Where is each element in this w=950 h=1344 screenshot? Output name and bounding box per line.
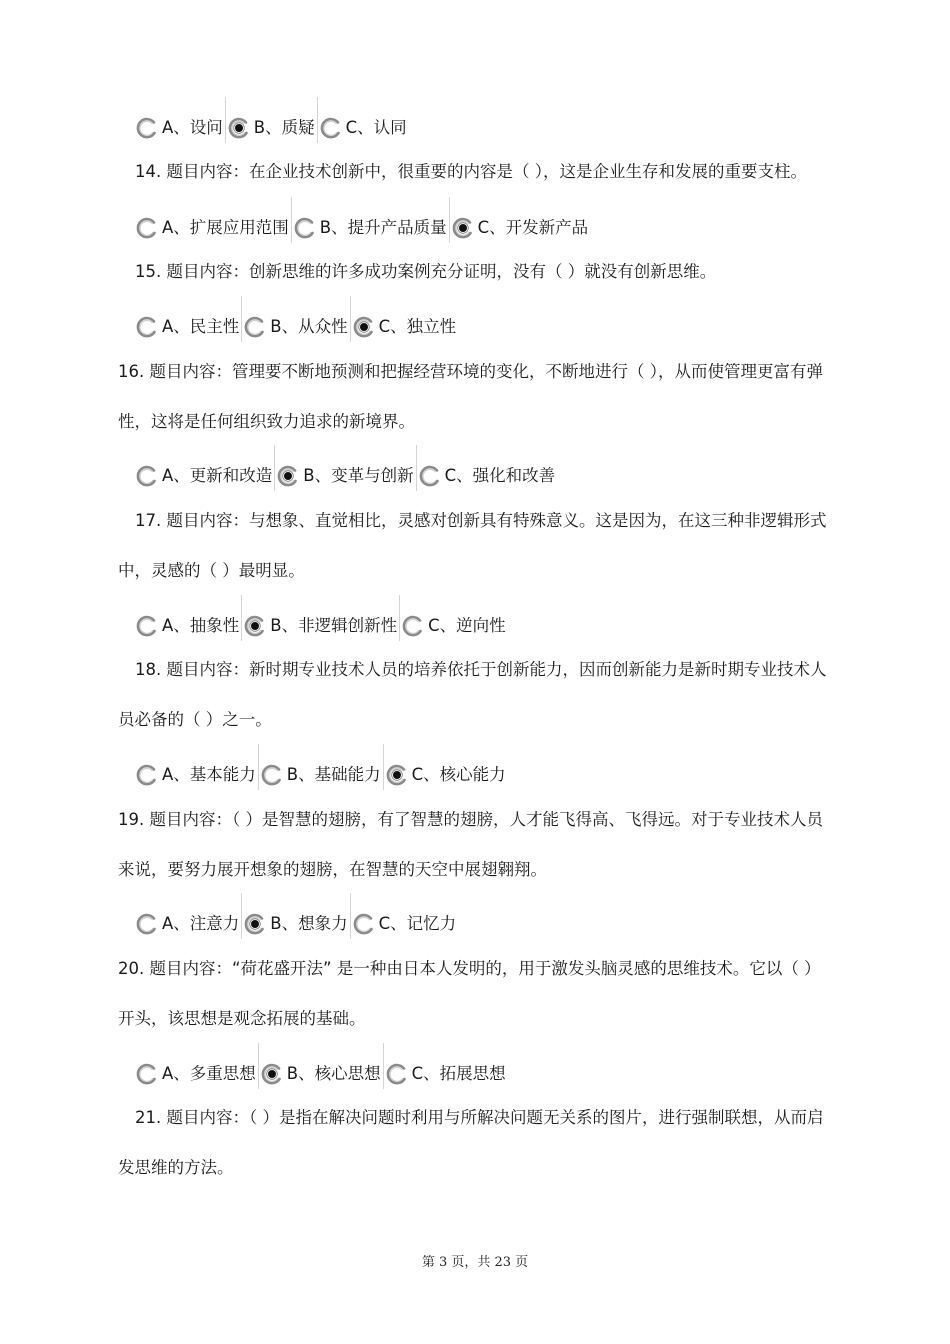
option-17-a[interactable]: A、 抽象性 — [135, 611, 243, 641]
radio-button-icon[interactable] — [135, 1062, 159, 1086]
radio-button-icon[interactable] — [135, 216, 159, 240]
question-20-line-2: 开头，该思想是观念拓展的基础。 — [118, 1009, 366, 1028]
option-15-a[interactable]: A、 民主性 — [135, 312, 243, 342]
radio-button-icon[interactable] — [319, 116, 343, 140]
radio-button-icon[interactable] — [135, 315, 159, 339]
page-footer: 第 3 页，共 23 页 — [421, 1255, 529, 1270]
question-20-line-1: 20. 题目内容：“荷花盛开法” 是一种由日本人发明的，用于激发头脑灵感的思维技术。它以（ ） — [118, 959, 821, 978]
question-16-line-1: 16. 题目内容：管理要不断地预测和把握经营环境的变化，不断地进行（ ），从而使管理更富有弹 — [118, 362, 823, 381]
option-row-14 — [135, 213, 592, 243]
radio-button-icon[interactable] — [352, 912, 376, 936]
option-16-c[interactable]: C、 强化和改善 — [418, 461, 560, 491]
option-13-b[interactable]: B、 质疑 — [227, 113, 319, 143]
option-18-c[interactable]: C、 核心能力 — [385, 760, 510, 790]
option-18-a[interactable]: A、 基本能力 — [135, 760, 260, 790]
option-20-b[interactable]: B、 核心思想 — [260, 1059, 385, 1089]
radio-button-selected-icon[interactable] — [276, 464, 300, 488]
radio-button-selected-icon[interactable] — [451, 216, 475, 240]
option-16-a[interactable]: A、 更新和改造 — [135, 461, 276, 491]
option-13-c[interactable]: C、 认同 — [319, 113, 411, 143]
option-row-18 — [135, 760, 510, 790]
radio-button-icon[interactable] — [385, 1062, 409, 1086]
question-14: 14. 题目内容：在企业技术创新中，很重要的内容是（ ），这是企业生存和发展的重要支柱。 — [135, 162, 807, 181]
option-14-c[interactable]: C、 开发新产品 — [451, 213, 593, 243]
question-17-line-2: 中，灵感的（ ）最明显。 — [118, 561, 305, 580]
option-row-13 — [135, 113, 411, 143]
question-21-line-1: 21. 题目内容：（ ）是指在解决问题时利用与所解决问题无关系的图片，进行强制联想，从而启 — [135, 1108, 824, 1127]
radio-button-icon[interactable] — [135, 464, 159, 488]
radio-button-selected-icon[interactable] — [260, 1062, 284, 1086]
radio-button-selected-icon[interactable] — [385, 763, 409, 787]
option-14-b[interactable]: B、 提升产品质量 — [293, 213, 451, 243]
radio-button-icon[interactable] — [418, 464, 442, 488]
option-20-c[interactable]: C、 拓展思想 — [385, 1059, 510, 1089]
option-13-a[interactable]: A、 设问 — [135, 113, 227, 143]
question-18-line-1: 18. 题目内容：新时期专业技术人员的培养依托于创新能力，因而创新能力是新时期专业技术人 — [135, 660, 827, 679]
radio-button-icon[interactable] — [293, 216, 317, 240]
option-16-b[interactable]: B、 变革与创新 — [276, 461, 417, 491]
option-19-c[interactable]: C、 记忆力 — [352, 909, 461, 939]
radio-button-icon[interactable] — [135, 116, 159, 140]
radio-button-icon[interactable] — [243, 315, 267, 339]
option-row-16 — [135, 461, 559, 491]
option-19-b[interactable]: B、 想象力 — [243, 909, 351, 939]
question-18-line-2: 员必备的（ ）之一。 — [118, 710, 272, 729]
option-20-a[interactable]: A、 多重思想 — [135, 1059, 260, 1089]
option-19-a[interactable]: A、 注意力 — [135, 909, 243, 939]
option-17-b[interactable]: B、 非逻辑创新性 — [243, 611, 401, 641]
radio-button-icon[interactable] — [135, 763, 159, 787]
option-row-15 — [135, 312, 460, 342]
question-21-line-2: 发思维的方法。 — [118, 1158, 234, 1177]
question-17-line-1: 17. 题目内容：与想象、直觉相比，灵感对创新具有特殊意义。这是因为，在这三种非逻辑形式 — [135, 511, 827, 530]
option-15-c[interactable]: C、 独立性 — [352, 312, 461, 342]
question-19-line-1: 19. 题目内容：（ ）是智慧的翅膀，有了智慧的翅膀，人才能飞得高、飞得远。对于专业技术人员 — [118, 810, 823, 829]
radio-button-icon[interactable] — [135, 912, 159, 936]
radio-button-icon[interactable] — [260, 763, 284, 787]
question-16-line-2: 性，这将是任何组织致力追求的新境界。 — [118, 412, 415, 431]
radio-button-selected-icon[interactable] — [243, 614, 267, 638]
option-row-20 — [135, 1059, 510, 1089]
radio-button-icon[interactable] — [401, 614, 425, 638]
radio-button-selected-icon[interactable] — [227, 116, 251, 140]
question-15: 15. 题目内容：创新思维的许多成功案例充分证明，没有（ ）就没有创新思维。 — [135, 262, 717, 281]
option-row-17 — [135, 611, 510, 641]
option-row-19 — [135, 909, 460, 939]
question-19-line-2: 来说，要努力展开想象的翅膀，在智慧的天空中展翅翱翔。 — [118, 860, 547, 879]
option-14-a[interactable]: A、 扩展应用范围 — [135, 213, 293, 243]
radio-button-selected-icon[interactable] — [243, 912, 267, 936]
radio-button-selected-icon[interactable] — [352, 315, 376, 339]
option-17-c[interactable]: C、 逆向性 — [401, 611, 510, 641]
radio-button-icon[interactable] — [135, 614, 159, 638]
option-15-b[interactable]: B、 从众性 — [243, 312, 351, 342]
option-18-b[interactable]: B、 基础能力 — [260, 760, 385, 790]
